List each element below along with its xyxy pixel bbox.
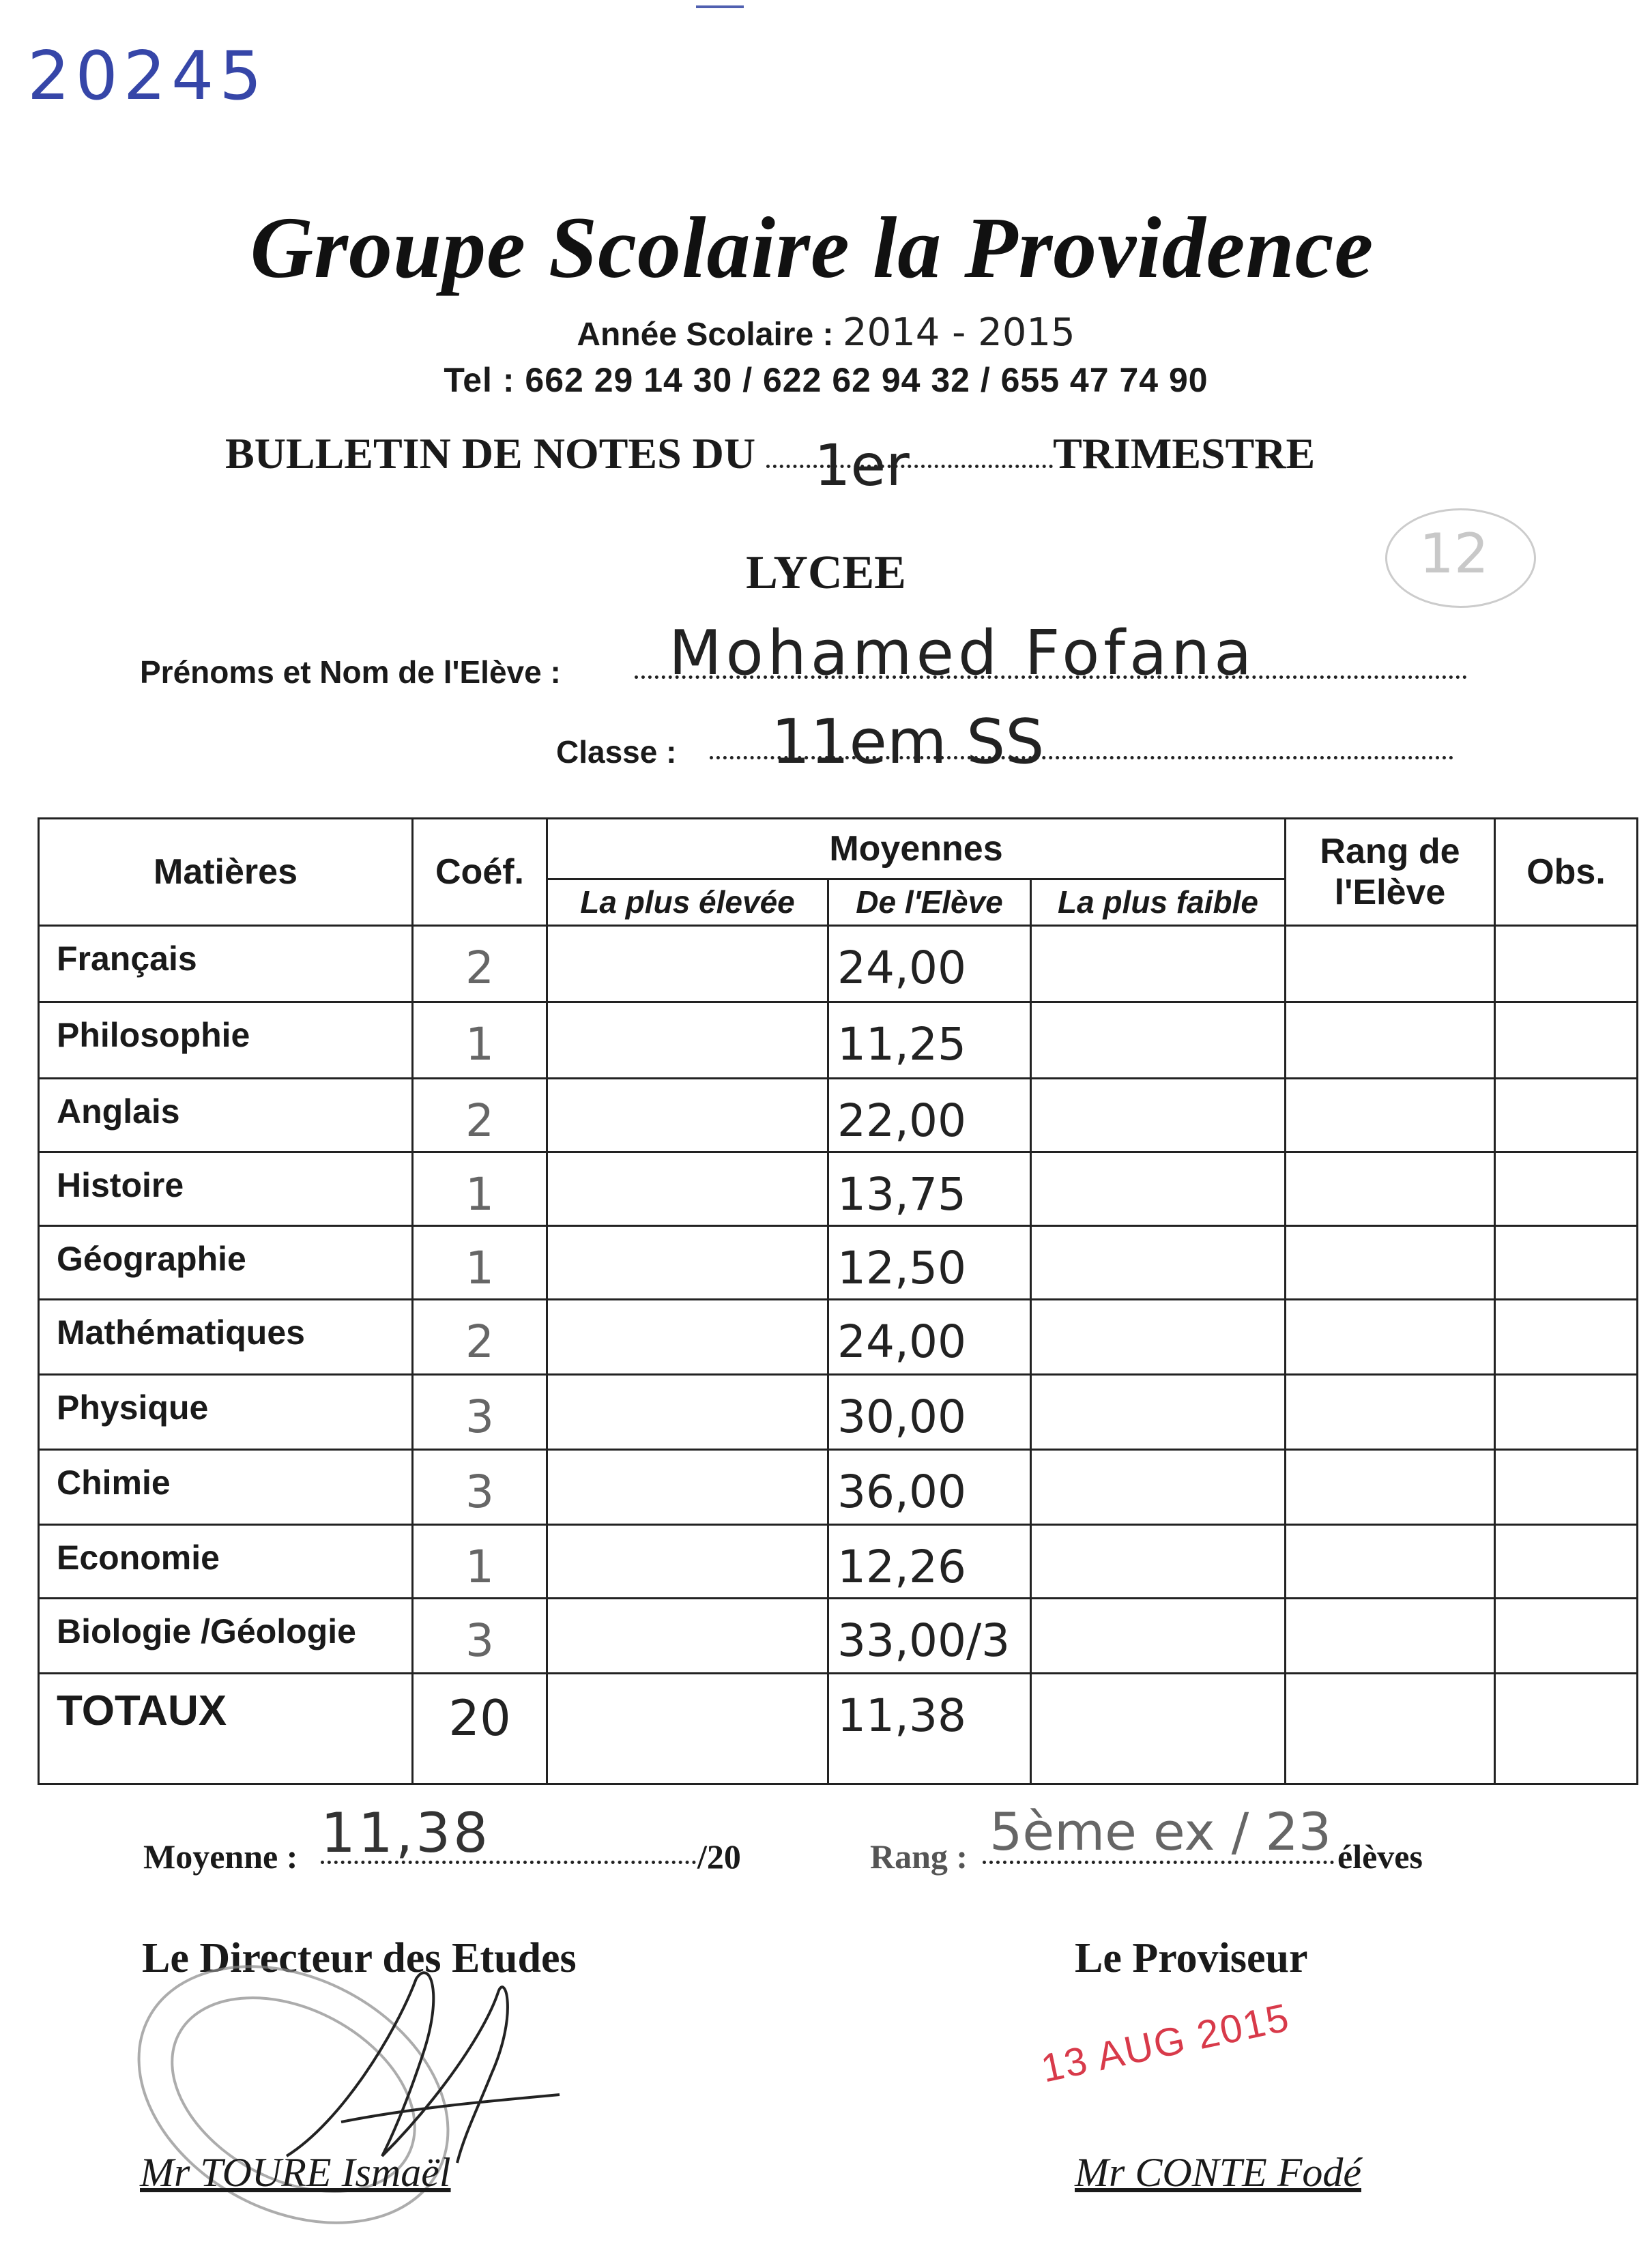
obs-cell <box>1495 1078 1638 1152</box>
coef-cell: 2 <box>413 925 547 1002</box>
total-label: TOTAUX <box>39 1673 413 1784</box>
table-row <box>39 1299 1638 1374</box>
header-subject: Matières <box>39 819 413 926</box>
total-lowest-cell <box>1031 1673 1286 1784</box>
coef-cell: 3 <box>413 1598 547 1673</box>
rank-cell <box>1286 1374 1495 1449</box>
table-row <box>39 1374 1638 1449</box>
subject-cell: Français <box>39 925 413 1002</box>
rank-cell <box>1286 1152 1495 1225</box>
rank-unit: élèves <box>1337 1837 1423 1876</box>
lowest-cell <box>1031 1078 1286 1152</box>
subject-cell: Physique <box>39 1374 413 1449</box>
rank-cell <box>1286 1078 1495 1152</box>
rank-cell <box>1286 1449 1495 1524</box>
subject-cell: Géographie <box>39 1225 413 1299</box>
coef-cell: 3 <box>413 1449 547 1524</box>
rank-cell <box>1286 925 1495 1002</box>
phone-numbers: Tel : 662 29 14 30 / 622 62 94 32 / 655 47 74 90 <box>444 361 1208 399</box>
director-signature-icon <box>259 1951 573 2177</box>
lowest-cell <box>1031 1524 1286 1598</box>
grades-table <box>38 817 1638 1785</box>
table-row <box>39 1598 1638 1673</box>
student-average-cell: 22,00 <box>828 1078 1031 1152</box>
highest-cell <box>547 1374 828 1449</box>
total-coef: 20 <box>413 1673 547 1784</box>
rank-cell <box>1286 1598 1495 1673</box>
lowest-cell <box>1031 1299 1286 1374</box>
coef-cell: 2 <box>413 1299 547 1374</box>
subject-cell: Chimie <box>39 1449 413 1524</box>
coef-cell: 1 <box>413 1152 547 1225</box>
highest-cell <box>547 925 828 1002</box>
highest-cell <box>547 1524 828 1598</box>
rank-cell <box>1286 1225 1495 1299</box>
student-average-cell: 24,00 <box>828 925 1031 1002</box>
average-label: Moyenne : <box>143 1837 298 1876</box>
highest-cell <box>547 1002 828 1078</box>
date-stamp: 13 AUG 2015 <box>1037 1994 1294 2091</box>
proviseur-name: Mr CONTE Fodé <box>1075 2150 1361 2195</box>
table-row <box>39 1078 1638 1152</box>
highest-cell <box>547 1299 828 1374</box>
faint-circle-number: 12 <box>1419 522 1489 585</box>
lowest-cell <box>1031 1225 1286 1299</box>
obs-cell <box>1495 1299 1638 1374</box>
director-name: Mr TOURE Ismaël <box>140 2150 451 2195</box>
total-rank-cell <box>1286 1673 1495 1784</box>
coef-cell: 1 <box>413 1002 547 1078</box>
total-obs-cell <box>1495 1673 1638 1784</box>
table-row <box>39 1225 1638 1299</box>
school-year <box>0 310 1652 355</box>
subject-cell: Anglais <box>39 1078 413 1152</box>
subject-cell: Philosophie <box>39 1002 413 1078</box>
director-title: Le Directeur des Etudes <box>142 1935 577 1981</box>
coef-cell: 2 <box>413 1078 547 1152</box>
subject-cell: Economie <box>39 1524 413 1598</box>
total-highest-cell <box>547 1673 828 1784</box>
table-row <box>39 1449 1638 1524</box>
table-row <box>39 1002 1638 1078</box>
student-average-cell: 12,50 <box>828 1225 1031 1299</box>
header-student-average: De l'Elève <box>828 879 1031 925</box>
student-average-cell: 36,00 <box>828 1449 1031 1524</box>
header-lowest: La plus faible <box>1031 879 1286 925</box>
rank-cell <box>1286 1524 1495 1598</box>
total-student-average: 11,38 <box>828 1673 1031 1784</box>
coef-cell: 1 <box>413 1524 547 1598</box>
table-header-row <box>39 819 1638 879</box>
coef-cell: 1 <box>413 1225 547 1299</box>
average-scale: /20 <box>697 1837 741 1876</box>
trimester-field <box>766 432 1053 499</box>
student-name-value: Mohamed Fofana <box>669 617 1256 689</box>
bulletin-suffix: TRIMESTRE <box>1053 429 1316 478</box>
level-heading: LYCEE <box>746 547 906 599</box>
obs-cell <box>1495 1152 1638 1225</box>
header-rank: Rang de l'Elève <box>1286 819 1495 926</box>
proviseur-title: Le Proviseur <box>1075 1935 1308 1981</box>
school-year-label: Année Scolaire : <box>577 317 843 353</box>
lowest-cell <box>1031 1449 1286 1524</box>
average-value: 11,38 <box>321 1801 491 1865</box>
highest-cell <box>547 1225 828 1299</box>
bulletin-prefix: BULLETIN DE NOTES DU <box>225 429 767 478</box>
obs-cell <box>1495 1598 1638 1673</box>
student-average-cell: 12,26 <box>828 1524 1031 1598</box>
subject-cell: Mathématiques <box>39 1299 413 1374</box>
school-name: Groupe Scolaire la Providence <box>250 199 1374 296</box>
grade-rows <box>39 925 1638 1784</box>
header-averages: Moyennes <box>547 819 1286 879</box>
table-row <box>39 1524 1638 1598</box>
lowest-cell <box>1031 1598 1286 1673</box>
handwritten-document-number: 20245 <box>27 38 267 115</box>
obs-cell <box>1495 1449 1638 1524</box>
class-label: Classe : <box>556 734 677 770</box>
highest-cell <box>547 1449 828 1524</box>
lowest-cell <box>1031 1152 1286 1225</box>
table-row <box>39 925 1638 1002</box>
obs-cell <box>1495 1374 1638 1449</box>
student-average-cell: 24,00 <box>828 1299 1031 1374</box>
student-average-cell: 30,00 <box>828 1374 1031 1449</box>
obs-cell <box>1495 1002 1638 1078</box>
header-coef: Coéf. <box>413 819 547 926</box>
subject-cell: Biologie /Géologie <box>39 1598 413 1673</box>
rank-cell <box>1286 1299 1495 1374</box>
lowest-cell <box>1031 925 1286 1002</box>
rank-cell <box>1286 1002 1495 1078</box>
rank-label: Rang : <box>870 1837 968 1876</box>
highest-cell <box>547 1152 828 1225</box>
student-name-label: Prénoms et Nom de l'Elève : <box>140 654 561 690</box>
lowest-cell <box>1031 1002 1286 1078</box>
school-year-value: 2014 - 2015 <box>842 310 1075 355</box>
obs-cell <box>1495 1524 1638 1598</box>
header-highest: La plus élevée <box>547 879 828 925</box>
table-row <box>39 1152 1638 1225</box>
obs-cell <box>1495 1225 1638 1299</box>
class-value: 11em SS <box>771 706 1045 778</box>
student-average-cell: 13,75 <box>828 1152 1031 1225</box>
student-average-cell: 11,25 <box>828 1002 1031 1078</box>
highest-cell <box>547 1078 828 1152</box>
lowest-cell <box>1031 1374 1286 1449</box>
bulletin-title <box>225 428 1316 499</box>
student-average-cell: 33,00/3 <box>828 1598 1031 1673</box>
header-obs: Obs. <box>1495 819 1638 926</box>
pen-mark <box>696 5 744 8</box>
total-row <box>39 1673 1638 1784</box>
rank-value: 5ème ex / 23 <box>989 1801 1332 1862</box>
highest-cell <box>547 1598 828 1673</box>
subject-cell: Histoire <box>39 1152 413 1225</box>
obs-cell <box>1495 925 1638 1002</box>
trimester-value: 1er <box>814 432 910 499</box>
coef-cell: 3 <box>413 1374 547 1449</box>
